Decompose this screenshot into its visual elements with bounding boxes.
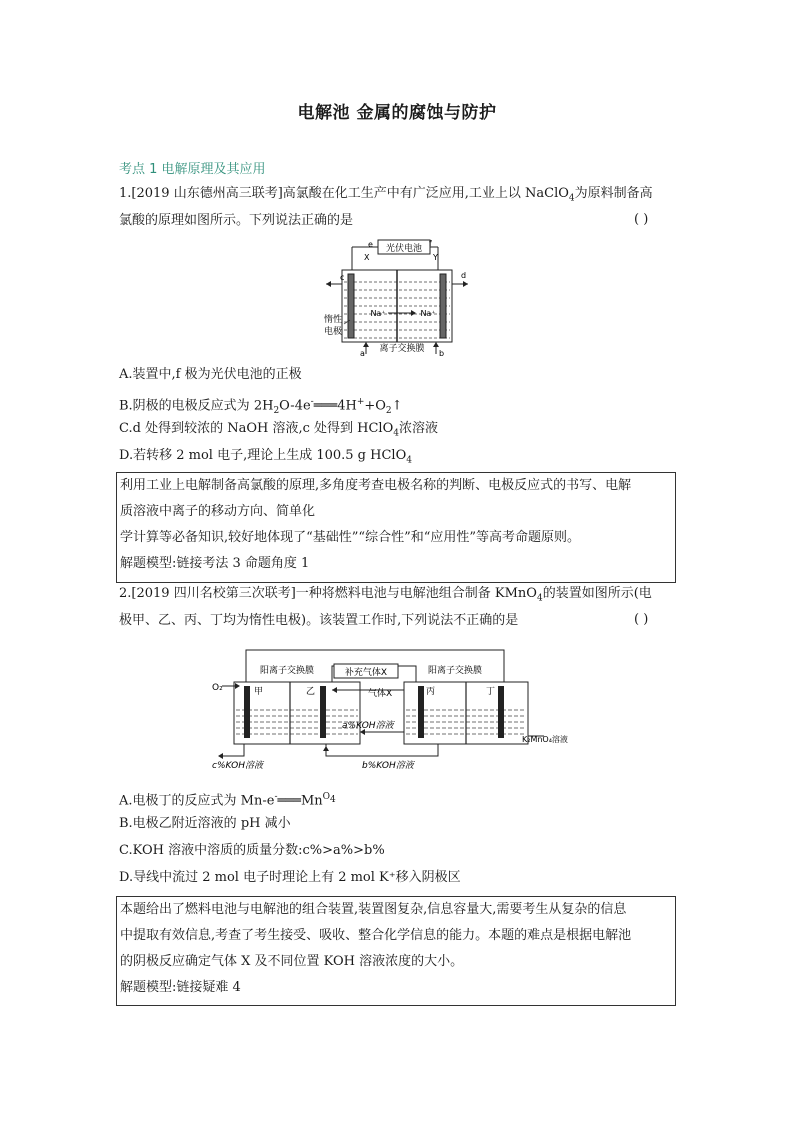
q2-stem-line1: 2.[2019 四川名校第三次联考]一种将燃料电池与电解池组合制备 KMnO$_4$的装置如图所示(电 <box>119 586 652 604</box>
electrode-label-2: 电极 <box>324 327 343 337</box>
label-e: e <box>368 240 373 249</box>
q1-option-b: B.阴极的电极反应式为 $2H_2O-4e^-═══4H^++O_2↑$ <box>119 397 403 416</box>
ion-na-left: Na⁺ <box>370 309 386 318</box>
label-yi: 乙 <box>306 687 316 697</box>
label-o2: O₂ <box>212 683 223 693</box>
label-koh-b: b%KOH溶液 <box>362 761 414 771</box>
electrode-right <box>440 274 446 338</box>
fuel-cell <box>234 682 360 744</box>
electrode-yi <box>320 686 326 738</box>
q2-note-line: 中提取有效信息,考查了考生接受、吸收、整合化学信息的能力。本题的难点是根据电解池 <box>120 928 632 943</box>
q2-analysis-box <box>116 896 676 1006</box>
q2-option-c: C.KOH 溶液中溶质的质量分数:c%>a%>b% <box>119 843 385 858</box>
electrode-jia <box>244 686 250 738</box>
label-x: X <box>364 253 370 262</box>
electrode-bing <box>418 686 424 738</box>
q1-note-line: 利用工业上电解制备高氯酸的原理,多角度考查电极名称的判断、电极反应式的书写、电解 <box>120 478 632 493</box>
q1-note-line: 学计算等必备知识,较好地体现了“基础性”“综合性”和“应用性”等高考命题原则。 <box>120 530 581 545</box>
membrane-label: 离子交换膜 <box>379 344 425 354</box>
q2-answer-paren: ( ) <box>634 612 649 627</box>
electrode-label-1: 惰性 <box>324 315 343 325</box>
label-ding: 丁 <box>486 687 496 697</box>
q2-note-line: 本题给出了燃料电池与电解池的组合装置,装置图复杂,信息容量大,需要考生从复杂的信息 <box>120 902 627 917</box>
q2-note-line: 的阴极反应确定气体 X 及不同位置 KOH 溶液浓度的大小。 <box>120 954 464 969</box>
label-k2mno4: K₂MnO₄溶液 <box>522 735 568 744</box>
q1-stem-line1: 1.[2019 山东德州高三联考]高氯酸在化工生产中有广泛应用,工业上以 NaClO$_4$为原料制备高 <box>119 186 653 204</box>
label-membrane-left: 阳离子交换膜 <box>260 666 315 676</box>
label-koh-c: c%KOH溶液 <box>212 761 264 771</box>
page-title: 电解池 金属的腐蚀与防护 <box>297 103 497 123</box>
label-a: a <box>360 349 365 358</box>
q1-analysis-box <box>116 472 676 583</box>
q2-option-d: D.导线中流过 2 mol 电子时理论上有 2 mol K⁺移入阴极区 <box>119 870 461 885</box>
q1-stem-line2: 氯酸的原理如图所示。下列说法正确的是 <box>119 213 354 228</box>
q1-option-a: A.装置中,f 极为光伏电池的正极 <box>119 367 302 382</box>
q2-option-b: B.电极乙附近溶液的 pH 减小 <box>119 816 291 831</box>
ion-na-right: Na⁺ <box>420 309 436 318</box>
label-b: b <box>439 349 445 358</box>
label-f: f <box>429 239 432 248</box>
q2-stem-line2: 极甲、乙、丙、丁均为惰性电极)。该装置工作时,下列说法不正确的是 <box>119 613 519 628</box>
label-y: Y <box>433 253 438 262</box>
label-koh-a: a%KOH溶液 <box>342 721 394 731</box>
section-heading: 考点 1 电解原理及其应用 <box>119 162 266 177</box>
q2-option-a: A.电极丁的反应式为 $Mn-e^-═══Mn^{O_4}$ <box>119 792 336 809</box>
q2-note-line: 解题模型:链接疑难 4 <box>120 980 241 995</box>
q2-fuel-electrolysis-diagram <box>208 646 588 776</box>
label-d: d <box>461 271 467 280</box>
battery-label: 光伏电池 <box>385 244 423 254</box>
q1-note-line: 质溶液中离子的移动方向、简单化 <box>120 504 316 519</box>
electrode-ding <box>498 686 504 738</box>
label-supply-gas: 补充气体X <box>344 668 388 678</box>
label-c: c <box>340 273 345 282</box>
q1-option-d: D.若转移 2 mol 电子,理论上生成 100.5 g HClO$_4$ <box>119 448 412 466</box>
label-jia: 甲 <box>254 687 264 697</box>
electrode-left <box>348 274 354 338</box>
q1-option-c: C.d 处得到较浓的 NaOH 溶液,c 处得到 HClO$_4$浓溶液 <box>119 421 438 439</box>
label-membrane-right: 阳离子交换膜 <box>428 666 483 676</box>
q1-answer-paren: ( ) <box>634 212 649 227</box>
label-gas-x: 气体X <box>368 689 393 699</box>
label-bing: 丙 <box>426 687 436 697</box>
q1-electrolysis-diagram <box>318 238 474 358</box>
q1-note-line: 解题模型:链接考法 3 命题角度 1 <box>120 556 310 571</box>
